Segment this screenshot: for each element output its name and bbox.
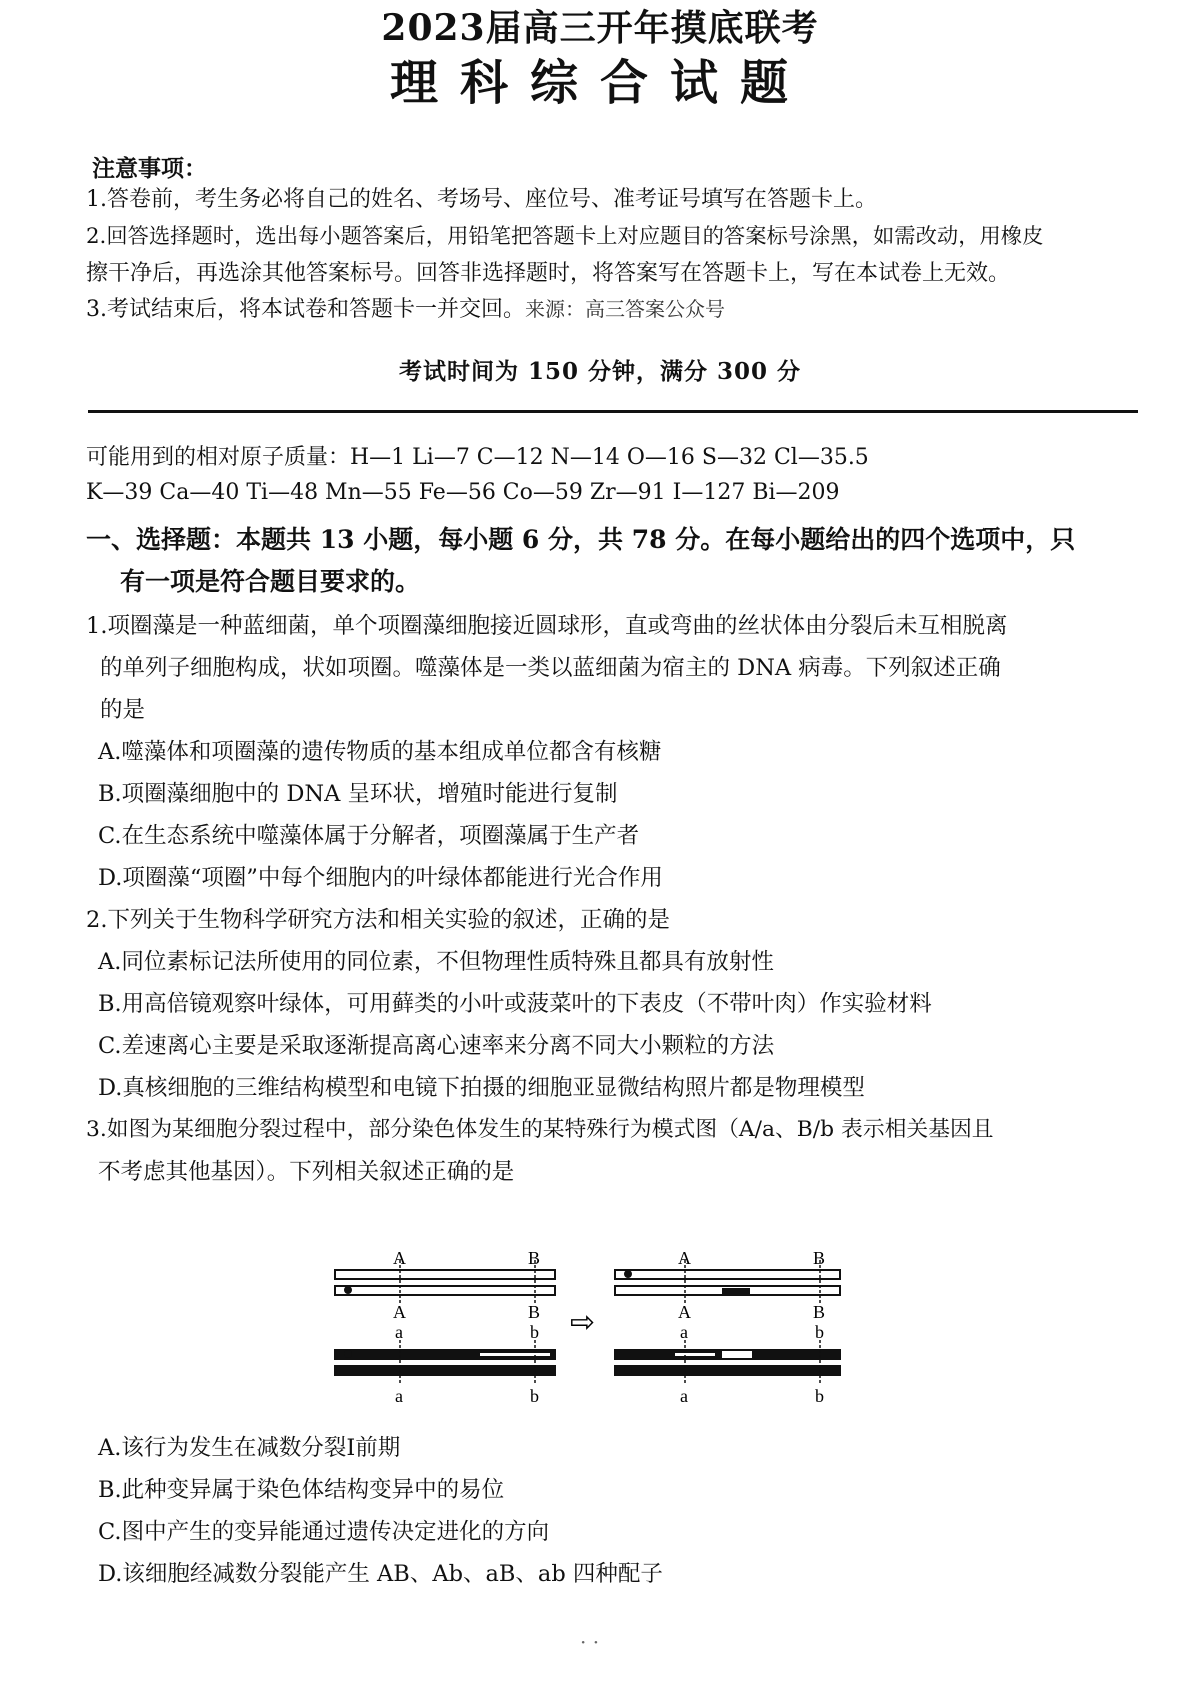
left-label-b-top: b (530, 1322, 539, 1342)
question-3-option-c: C.图中产生的变异能通过遗传决定进化的方向 (98, 1519, 550, 1545)
question-1-stem-3: 的是 (100, 697, 146, 723)
question-3-option-d: D.该细胞经减数分裂能产生 AB、Ab、aB、ab 四种配子 (98, 1561, 663, 1587)
question-2-option-a: A.同位素标记法所使用的同位素，不但物理性质特殊且都具有放射性 (98, 949, 774, 975)
header-divider (88, 410, 1138, 413)
left-label-A-top: A (393, 1250, 406, 1268)
exam-series-title: 2023届高三开年摸底联考 (381, 7, 819, 49)
right-label-B-bottom: B (813, 1302, 826, 1322)
atomic-mass-line-1: 可能用到的相对原子质量：H—1 Li—7 C—12 N—14 O—16 S—32 Cl—35.5 (86, 445, 869, 470)
right-chromosome-pair (615, 1250, 840, 1406)
right-label-b-bottom: b (815, 1386, 824, 1406)
right-centromere-white (624, 1270, 632, 1278)
transition-arrow-icon: ⇨ (570, 1305, 596, 1340)
question-2-stem: 2.下列关于生物科学研究方法和相关实验的叙述，正确的是 (86, 907, 670, 933)
question-3-stem-1: 3.如图为某细胞分裂过程中，部分染色体发生的某特殊行为模式图（A/a、B/b 表示相关基因且 (86, 1117, 994, 1142)
note-item-3 (86, 292, 725, 323)
left-label-a-bottom: a (395, 1386, 403, 1406)
atomic-mass-line-2: K—39 Ca—40 Ti—48 Mn—55 Fe—56 Co—59 Zr—91 I—127 Bi—209 (86, 480, 840, 505)
right-exchanged-white-segment (722, 1351, 752, 1358)
left-centromere-white (344, 1286, 352, 1294)
chromosome-crossover-figure (330, 1250, 910, 1420)
left-label-b-bottom: b (530, 1386, 539, 1406)
right-label-b-top: b (815, 1322, 824, 1342)
right-label-a-bottom: a (680, 1386, 688, 1406)
note-item-3-text: 3.考试结束后，将本试卷和答题卡一并交回。 (86, 297, 525, 322)
section-heading-line-2: 有一项是符合题目要求的。 (120, 567, 421, 596)
left-label-B-top: B (528, 1250, 541, 1268)
left-label-a-top: a (395, 1322, 403, 1342)
question-3-option-a: A.该行为发生在减数分裂Ⅰ前期 (98, 1435, 401, 1461)
right-label-B-top: B (813, 1250, 826, 1268)
note-item-2-cont: 擦干净后，再选涂其他答案标号。回答非选择题时，将答案写在答题卡上，写在本试卷上无效。 (86, 261, 1011, 286)
section-heading-line-1: 一、选择题：本题共 13 小题，每小题 6 分，共 78 分。在每小题给出的四个选项中，只 (86, 525, 1076, 554)
footer-dots: · · (580, 1630, 600, 1654)
question-1-option-a: A.噬藻体和项圈藻的遗传物质的基本组成单位都含有核糖 (98, 739, 662, 765)
right-label-a-top: a (680, 1322, 688, 1342)
note-item-2: 2.回答选择题时，选出每小题答案后，用铅笔把答题卡上对应题目的答案标号涂黑，如需改动，用橡皮 (86, 224, 1044, 249)
watermark-text: 来源：高三答案公众号 (525, 297, 725, 321)
left-black-chromatid-2 (335, 1366, 555, 1375)
left-label-A-bottom: A (393, 1302, 406, 1322)
exam-info: 考试时间为 150 分钟，满分 300 分 (398, 358, 802, 385)
question-1-option-b: B.项圈藻细胞中的 DNA 呈环状，增殖时能进行复制 (98, 781, 618, 807)
left-white-chromatid-2 (335, 1286, 555, 1295)
question-2-option-c: C.差速离心主要是采取逐渐提高离心速率来分离不同大小颗粒的方法 (98, 1033, 775, 1059)
left-white-chromatid-1 (335, 1270, 555, 1279)
question-1-option-c: C.在生态系统中噬藻体属于分解者，项圈藻属于生产者 (98, 823, 640, 849)
question-3-option-b: B.此种变异属于染色体结构变异中的易位 (98, 1477, 505, 1503)
question-2-option-b: B.用高倍镜观察叶绿体，可用藓类的小叶或菠菜叶的下表皮（不带叶肉）作实验材料 (98, 991, 932, 1017)
note-item-1: 1.答卷前，考生务必将自己的姓名、考场号、座位号、准考证号填写在答题卡上。 (86, 187, 877, 212)
question-2-option-d: D.真核细胞的三维结构模型和电镜下拍摄的细胞亚显微结构照片都是物理模型 (98, 1075, 865, 1101)
notes-heading: 注意事项： (92, 155, 207, 182)
left-black-highlight (480, 1353, 550, 1356)
exam-subject-title: 理科综合试题 (389, 55, 810, 111)
question-1-stem-1: 1.项圈藻是一种蓝细菌，单个项圈藻细胞接近圆球形，直或弯曲的丝状体由分裂后未互相脱离 (86, 613, 1008, 639)
question-1-stem-2: 的单列子细胞构成，状如项圈。噬藻体是一类以蓝细菌为宿主的 DNA 病毒。下列叙述正确 (100, 655, 1001, 681)
question-1-option-d: D.项圈藻“项圈”中每个细胞内的叶绿体都能进行光合作用 (98, 865, 663, 891)
left-centromere-black (344, 1350, 352, 1358)
right-black-highlight (675, 1353, 715, 1356)
right-centromere-black (624, 1366, 632, 1374)
left-chromosome-pair (335, 1250, 555, 1406)
right-label-A-bottom: A (678, 1302, 691, 1322)
right-exchanged-black-segment (722, 1288, 750, 1294)
question-3-stem-2: 不考虑其他基因）。下列相关叙述正确的是 (98, 1159, 515, 1185)
right-white-chromatid-1 (615, 1270, 840, 1279)
right-label-A-top: A (678, 1250, 691, 1268)
left-label-B-bottom: B (528, 1302, 541, 1322)
right-black-chromatid-2 (615, 1366, 840, 1375)
